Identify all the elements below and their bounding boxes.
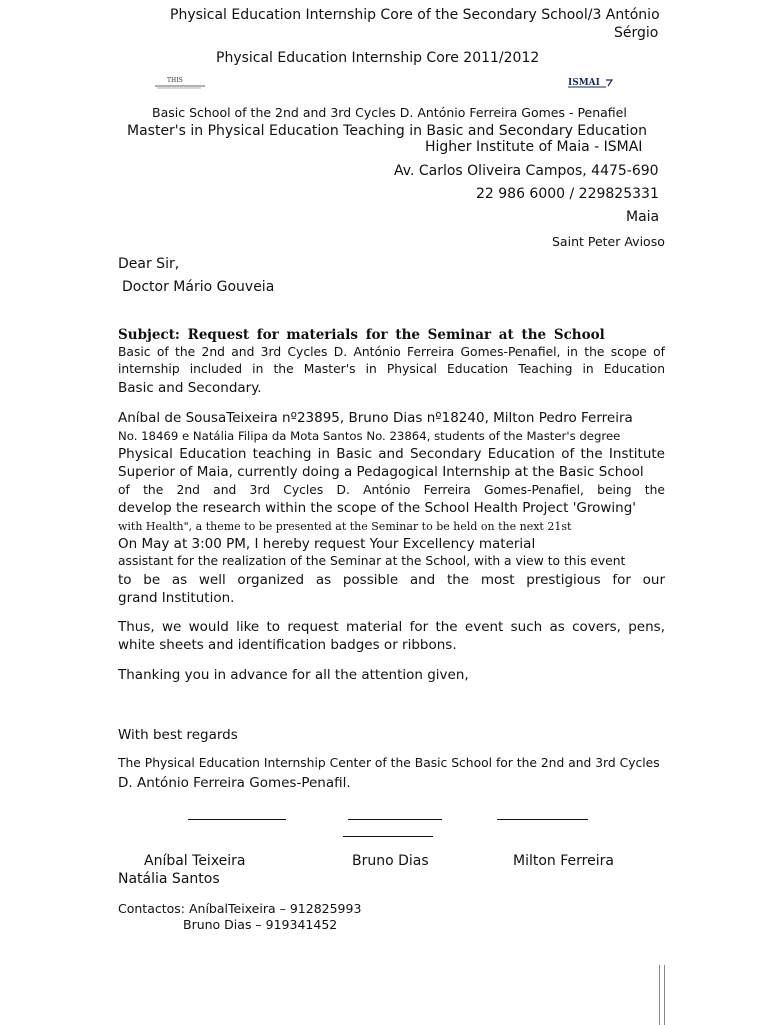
header-line-1: Physical Education Internship Core of the Secondary School/3 António [170,7,660,23]
signature-name: Milton Ferreira [513,853,614,869]
center-line-2: D. António Ferreira Gomes-Penafil. [118,775,351,791]
recipient-name: Doctor Mário Gouveia [122,279,275,295]
subject-text-2: internship included in the Master's in Physical Education Teaching in Education [118,362,665,376]
body-line: Superior of Maia, currently doing a Pedagogical Internship at the Basic School [118,464,644,480]
signature-name: Natália Santos [118,871,220,887]
institute-address: Av. Carlos Oliveira Campos, 4475-690 [394,163,659,179]
institute-phones: 22 986 6000 / 229825331 [476,186,659,202]
thanks-line: Thanking you in advance for all the attention given, [118,667,469,683]
page-edge-mark [664,965,665,1025]
page-edge-mark [659,965,660,1025]
signature-name: Bruno Dias [352,853,429,869]
signature-line [497,819,588,820]
header-line-1-continued: Sérgio [614,25,659,41]
ismai-logo [566,74,614,88]
subject-text-1: Basic of the 2nd and 3rd Cycles D. António Ferreira Gomes-Penafiel, in the scope of [118,345,665,359]
signature-line [188,819,286,820]
body-line: of the 2nd and 3rd Cycles D. António Ferreira Gomes-Penafiel, being the [118,483,665,497]
body-line: Thus, we would like to request material for the event such as covers, pens, [118,619,665,635]
body-line: assistant for the realization of the Seminar at the School, with a view to this event [118,554,626,568]
signature-line [348,819,442,820]
contact-line-2: Bruno Dias – 919341452 [183,917,338,932]
institute-name: Higher Institute of Maia - ISMAI [425,139,643,155]
subject-line: Subject: Request for materials for the Seminar at the School [118,327,605,343]
regards: With best regards [118,727,238,743]
body-line: On May at 3:00 PM, I hereby request Your Excellency material [118,536,536,552]
masters-program: Master's in Physical Education Teaching in Basic and Secondary Education [127,123,648,139]
body-line: white sheets and identification badges or ribbons. [118,637,457,653]
signature-name: Aníbal Teixeira [144,853,246,869]
school-name: Basic School of the 2nd and 3rd Cycles D. António Ferreira Gomes - Penafiel [152,105,627,120]
header-line-2: Physical Education Internship Core 2011/2012 [216,50,540,66]
body-line: with Health", a theme to be presented at the Seminar to be held on the next 21st [118,520,572,533]
salutation: Dear Sir, [118,256,180,272]
body-line: to be as well organized as possible and the most prestigious for our [118,572,665,588]
body-line: develop the research within the scope of the School Health Project 'Growing' [118,500,637,516]
city: Maia [626,209,660,225]
subject-text-3: Basic and Secondary. [118,380,262,396]
signatory: Saint Peter Avioso [552,234,665,249]
ismai-logo-text: ISMAI [568,78,600,88]
body-line: grand Institution. [118,590,235,606]
body-line: Physical Education teaching in Basic and Secondary Education of the Institute [118,446,665,462]
contact-line-1: Contactos: AníbalTeixeira – 912825993 [118,901,362,916]
body-line: Aníbal de SousaTeixeira nº23895, Bruno Dias nº18240, Milton Pedro Ferreira [118,410,633,426]
signature-line [343,836,433,837]
center-line-1: The Physical Education Internship Center of the Basic School for the 2nd and 3rd Cycles [118,756,660,770]
school-logo [155,75,207,89]
body-line: No. 18469 e Natália Filipa da Mota Santos No. 23864, students of the Master's degree [118,429,621,443]
school-logo-text: THIS [167,77,183,84]
